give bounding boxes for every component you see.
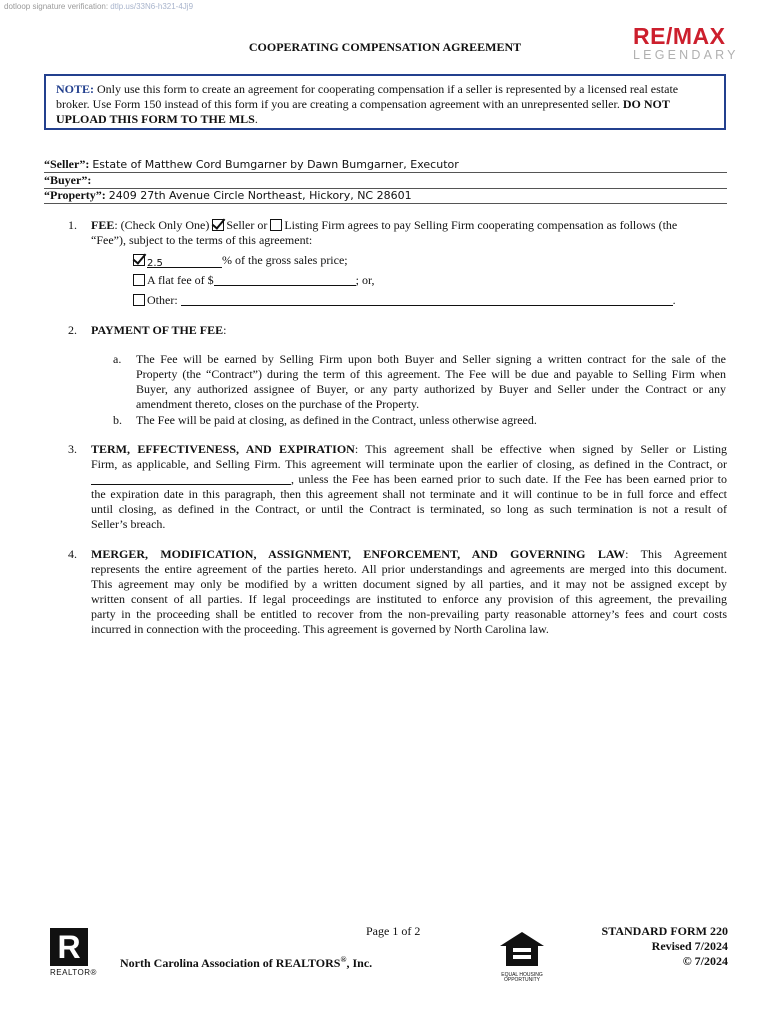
buyer-line[interactable] bbox=[44, 173, 727, 189]
flat-fee-field[interactable] bbox=[214, 273, 356, 286]
payment-heading: PAYMENT OF THE FEE bbox=[91, 323, 224, 337]
percent-value: 2.5 bbox=[147, 258, 163, 269]
merger-line1: : This Agreement bbox=[625, 547, 727, 561]
seller-line[interactable] bbox=[44, 157, 727, 173]
note-box bbox=[44, 74, 726, 130]
equal-housing-icon bbox=[498, 930, 546, 968]
note-label: NOTE: bbox=[56, 82, 95, 96]
fee-intro: : (Check Only One) bbox=[114, 218, 210, 232]
merger-line: party in the proceeding shall be entitled to recover from the non-prevailing party reasonable attorney’s fees and court costs bbox=[91, 607, 727, 621]
payment-a-line: Property (the “Contract”) during the term of this agreement. The Fee will be due and payable to Selling Firm when bbox=[136, 367, 726, 381]
term-section bbox=[91, 442, 727, 532]
other-tail: . bbox=[672, 293, 676, 307]
flat-fee-checkbox[interactable] bbox=[133, 274, 145, 286]
payment-number: 2. bbox=[68, 323, 77, 337]
note-bold: DO NOT UPLOAD THIS FORM TO THE MLS bbox=[56, 97, 670, 126]
form-revised: Revised 7/2024 bbox=[651, 939, 728, 953]
realtor-r-icon: R bbox=[57, 929, 81, 965]
merger-number: 4. bbox=[68, 547, 77, 561]
term-line4: the expiration date in this paragraph, then this agreement shall not terminate and it will continue to be in full force and effect bbox=[91, 487, 727, 501]
document-title: COOPERATING COMPENSATION AGREEMENT bbox=[248, 40, 522, 54]
page-number: Page 1 of 2 bbox=[366, 924, 421, 938]
form-number: STANDARD FORM 220 bbox=[601, 924, 728, 938]
term-line6: Seller’s breach. bbox=[91, 517, 166, 531]
fee-option-flat bbox=[133, 273, 375, 288]
note-text: Only use this form to create an agreement for cooperating compensation if a seller is represented by a licensed real estate broker. Use Form 150 instead of this form if you are creating a compensation agreement with an unrepresented seller. bbox=[56, 82, 679, 111]
term-line2: Firm, as applicable, and Selling Firm. This agreement will terminate upon the earlier of closing, as defined in the Contract, or bbox=[91, 457, 727, 471]
seller-label: “Seller”: bbox=[44, 157, 90, 171]
term-number: 3. bbox=[68, 442, 77, 456]
form-copyright: © 7/2024 bbox=[682, 954, 728, 968]
listing-option-label: Listing Firm agrees to pay Selling Firm cooperating compensation as follows (the bbox=[284, 218, 678, 232]
merger-line: written consent of all parties. If legal proceedings are instituted to enforce any provision of this agreement, the prevailing bbox=[91, 592, 727, 606]
percent-field[interactable] bbox=[147, 255, 222, 268]
dotloop-verification bbox=[4, 2, 193, 11]
form-info bbox=[560, 924, 728, 969]
other-checkbox[interactable] bbox=[133, 294, 145, 306]
expiration-date-field[interactable] bbox=[91, 472, 291, 485]
term-line5: until closing, as defined in the Contract, or until the Contract is terminated, so long as such termination is not a result of bbox=[91, 502, 727, 516]
payment-colon: : bbox=[223, 323, 227, 337]
fee-option-other bbox=[133, 293, 676, 308]
fee-heading: FEE bbox=[91, 218, 115, 232]
property-line[interactable] bbox=[44, 188, 727, 204]
association-inc: , Inc. bbox=[346, 956, 373, 970]
flat-fee-label: A flat fee of $ bbox=[147, 273, 214, 287]
realtor-logo bbox=[50, 928, 97, 978]
seller-value: Estate of Matthew Cord Bumgarner by Dawn Bumgarner, Executor bbox=[92, 158, 459, 171]
logo-main: RE/MAX bbox=[633, 23, 726, 49]
note-end: . bbox=[254, 112, 258, 126]
other-field[interactable] bbox=[181, 293, 673, 306]
percent-label: % of the gross sales price; bbox=[222, 253, 348, 267]
payment-b-text: The Fee will be paid at closing, as defined in the Contract, unless otherwise agreed. bbox=[136, 413, 537, 427]
realtor-logo-text: REALTOR® bbox=[50, 968, 97, 977]
payment-b-label: b. bbox=[113, 413, 122, 427]
fee-line2: “Fee”), subject to the terms of this agreement: bbox=[91, 233, 313, 247]
payment-a-line: amendment thereto, closes on the purchase of the Property. bbox=[136, 397, 420, 411]
merger-line: represents the entire agreement of the parties hereto. All prior understandings and agreements are merged into this document. bbox=[91, 562, 727, 576]
payment-a-text bbox=[136, 352, 726, 412]
fee-option-percent bbox=[133, 253, 348, 268]
term-heading: TERM, EFFECTIVENESS, AND EXPIRATION bbox=[91, 442, 355, 456]
equal-housing-logo bbox=[498, 930, 546, 983]
merger-line: incurred in connection with the proceeding. This agreement is governed by North Carolina law. bbox=[91, 622, 549, 636]
payment-a-label: a. bbox=[113, 352, 122, 366]
dotloop-link[interactable]: dtlp.us/33N6-h321-4Jj9 bbox=[110, 2, 194, 11]
association-text: North Carolina Association of REALTORS bbox=[120, 956, 341, 970]
buyer-label: “Buyer”: bbox=[44, 173, 92, 187]
property-label: “Property”: bbox=[44, 188, 106, 202]
payment-a-line: Buyer, any authorized assignee of Buyer, or any party authorized by Buyer and Seller under the Contract or any bbox=[136, 382, 726, 396]
listing-firm-checkbox[interactable] bbox=[270, 219, 282, 231]
term-line1: : This agreement shall be effective when signed by Seller or Listing bbox=[354, 442, 727, 456]
merger-heading: MERGER, MODIFICATION, ASSIGNMENT, ENFORCEMENT, AND GOVERNING LAW bbox=[91, 547, 626, 561]
merger-section bbox=[91, 547, 727, 637]
dotloop-label: dotloop signature verification: bbox=[4, 2, 109, 11]
merger-line: This agreement may only be modified by a written document signed by all parties, and it may not be assigned except by bbox=[91, 577, 727, 591]
logo-sub: LEGENDARY bbox=[633, 48, 739, 62]
fee-section bbox=[91, 218, 727, 248]
payment-heading-line bbox=[91, 323, 226, 338]
property-value: 2409 27th Avenue Circle Northeast, Hickory, NC 28601 bbox=[108, 189, 412, 202]
seller-option-label: Seller or bbox=[226, 218, 268, 232]
payment-a-line: The Fee will be earned by Selling Firm upon both Buyer and Seller signing a written contract for the sale of the bbox=[136, 352, 726, 366]
association-name bbox=[120, 955, 372, 971]
registered-mark: ® bbox=[340, 955, 347, 964]
equal-housing-text: EQUAL HOUSING OPPORTUNITY bbox=[501, 972, 543, 983]
seller-checkbox[interactable] bbox=[212, 219, 224, 231]
other-label: Other: bbox=[147, 293, 178, 307]
flat-fee-tail: ; or, bbox=[355, 273, 375, 287]
percent-checkbox[interactable] bbox=[133, 254, 145, 266]
fee-number: 1. bbox=[68, 218, 77, 232]
term-line3: , unless the Fee has been earned prior to such date. If the Fee has been earned prior to bbox=[291, 472, 727, 486]
